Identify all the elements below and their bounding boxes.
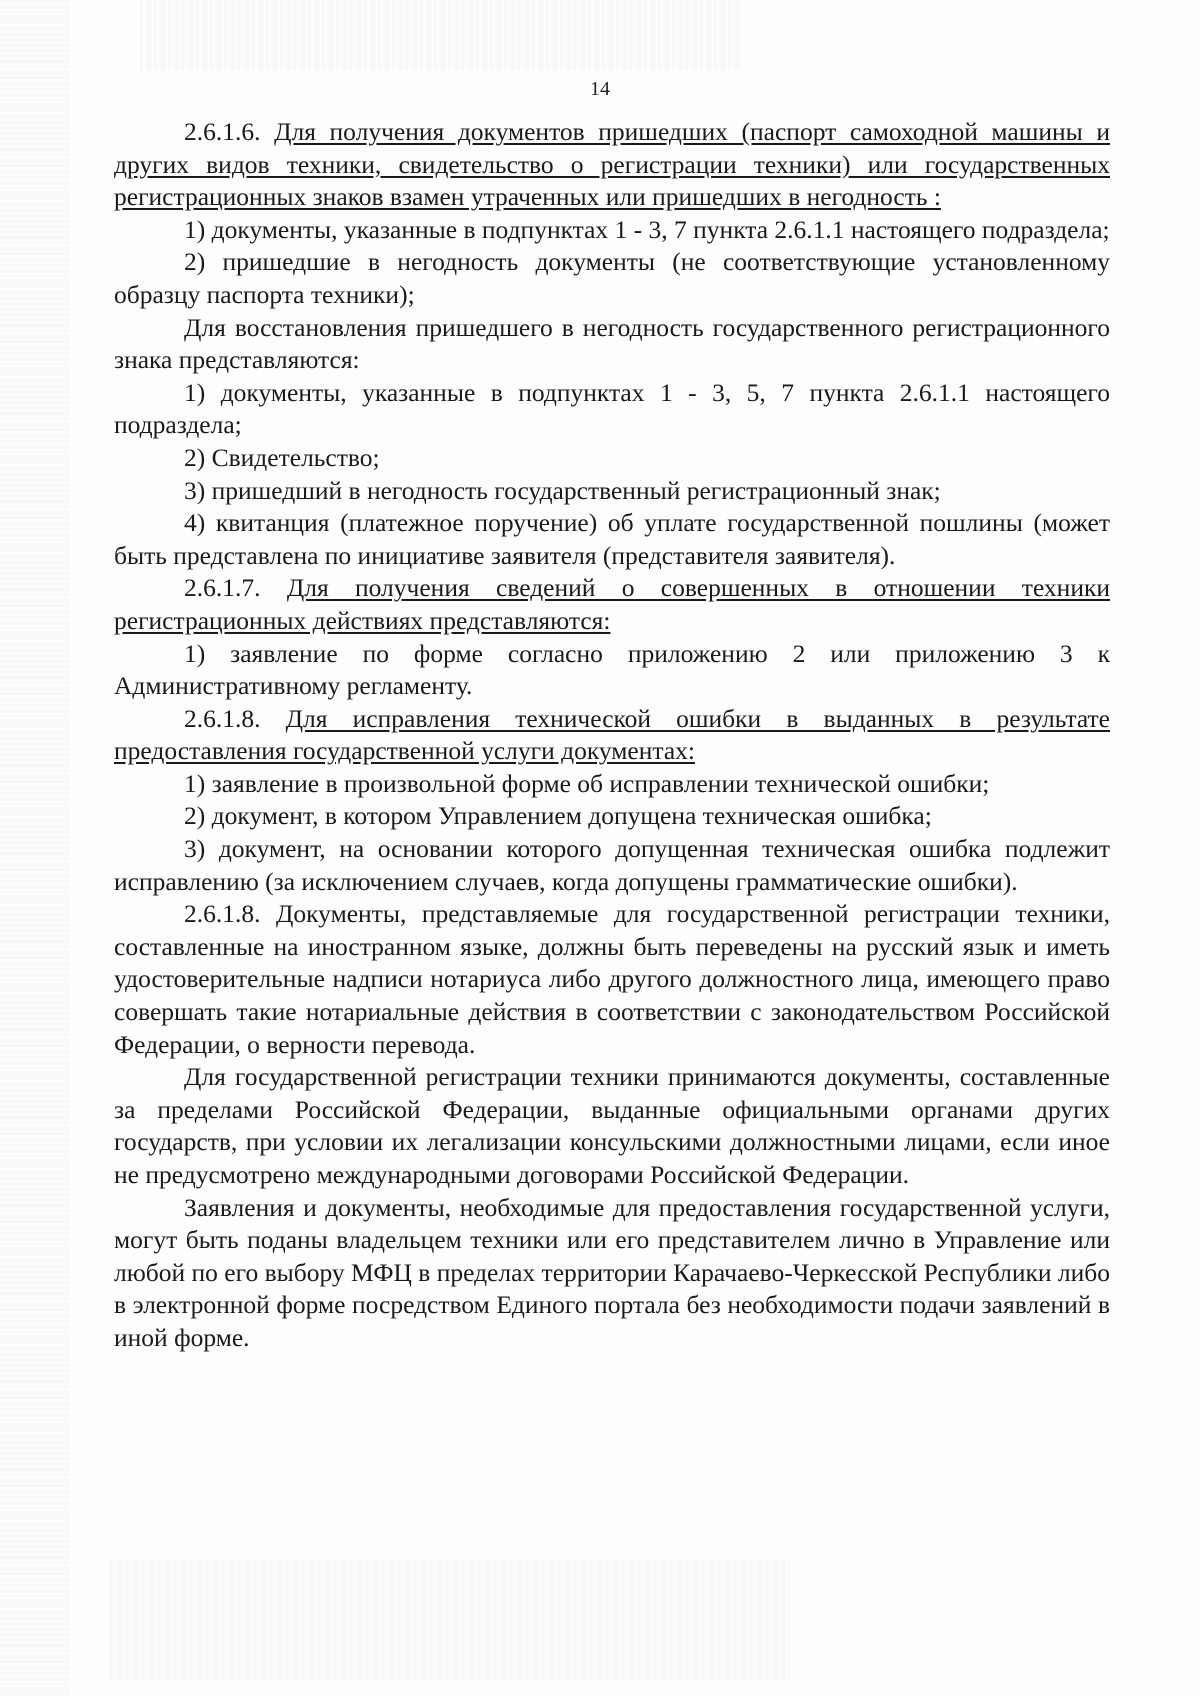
- clause-heading: Для исправления технической ошибки в выданных в результате предоставления государственной услуги документах:: [114, 703, 1111, 766]
- clause-heading: Для получения документов пришедших (паспорт самоходной машины и других видов техники, свидетельство о регистрации техники) или государственных регистрационных знаков взамен утраченных или пришедших в негодность :: [114, 117, 1111, 212]
- paragraph: 1) заявление по форме согласно приложению 2 или приложению 3 к Административному регламенту.: [114, 638, 1110, 701]
- scan-artifact-top: [140, 0, 740, 70]
- scan-artifact-bottom: [110, 1560, 790, 1680]
- paragraph: 2) пришедшие в негодность документы (не соответствующие установленному образцу паспорта техники);: [114, 247, 1110, 309]
- paragraph: 1) документы, указанные в подпунктах 1 - 3, 5, 7 пункта 2.6.1.1 настоящего подраздела;: [114, 377, 1110, 440]
- paragraph: 4) квитанция (платежное поручение) об уплате государственной пошлины (может быть представлена по инициативе заявителя (представителя заявителя).: [114, 508, 1110, 570]
- paragraph-2-6-1-7: [114, 572, 1110, 637]
- paragraph: 3) документ, на основании которого допущенная техническая ошибка подлежит исправлению (за исключением случаев, когда допущены грамматические ошибки).: [114, 834, 1110, 896]
- page-number: 14: [590, 78, 610, 100]
- paragraph: 3) пришедший в негодность государственный регистрационный знак;: [184, 475, 941, 505]
- paragraph: 1) заявление в произвольной форме об исправлении технической ошибки;: [184, 768, 990, 798]
- paragraph: Для восстановления пришедшего в негодность государственного регистрационного знака представляются:: [114, 312, 1110, 375]
- paragraph: 2) документ, в котором Управлением допущена техническая ошибка;: [184, 801, 932, 831]
- paragraph-2-6-1-6: [114, 116, 1110, 214]
- scan-artifact-left: [0, 0, 70, 1696]
- clause-number: 2.6.1.6.: [184, 117, 275, 146]
- paragraph: Заявления и документы, необходимые для предоставления государственной услуги, могут быть поданы владельцем техники или его представителем лично в Управление или любой по его выбору МФЦ в пределах территории Карачаево-Черкесской Республики либо в электронной форме посредством Единого портала без необходимости подачи заявлений в иной форме.: [114, 1192, 1110, 1352]
- paragraph: 2.6.1.8. Документы, представляемые для государственной регистрации техники, составленные на иностранном языке, должны быть переведены на русский язык и иметь удостоверительные надписи нотариуса либо другого должностного лица, имеющего право совершать такие нотариальные действия в соответствии с законодательством Российской Федерации, о верности перевода.: [114, 899, 1110, 1059]
- paragraph-2-6-1-8: [114, 703, 1110, 768]
- paragraph: 1) документы, указанные в подпунктах 1 - 3, 7 пункта 2.6.1.1 настоящего подраздела;: [184, 214, 1110, 244]
- document-body: [114, 116, 1110, 1355]
- paragraph: 2) Свидетельство;: [184, 442, 380, 472]
- paragraph: Для государственной регистрации техники принимаются документы, составленные за пределами Российской Федерации, выданные официальными органами других государств, при условии их легализации консульскими должностными лицами, если иное не предусмотрено международными договорами Российской Федерации.: [114, 1062, 1110, 1189]
- clause-number: 2.6.1.7.: [184, 573, 287, 603]
- clause-number: 2.6.1.8.: [184, 703, 286, 733]
- clause-heading: Для получения сведений о совершенных в отношении техники регистрационных действиях представляются:: [114, 573, 1110, 635]
